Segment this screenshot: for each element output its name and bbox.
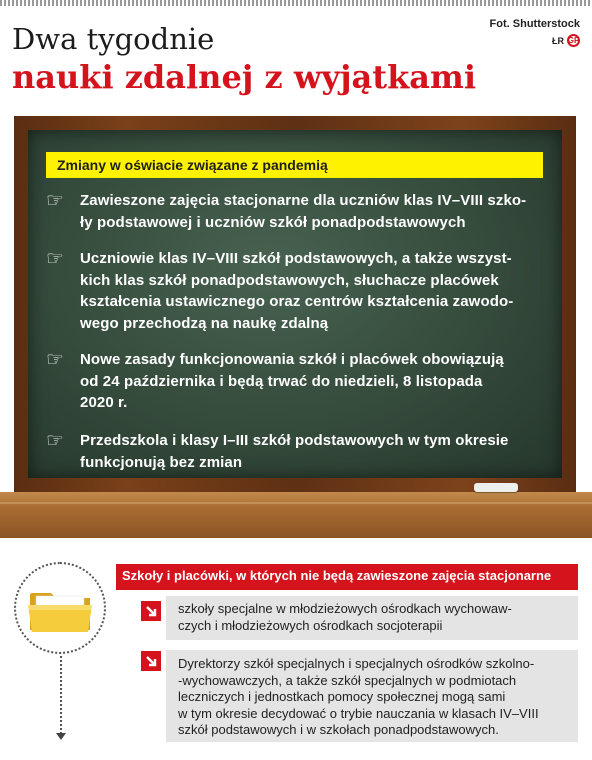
- board-item: [46, 430, 546, 473]
- board-item-line: wego przechodzą na naukę zdalną: [80, 314, 329, 332]
- board-item-line: ły podstawowej i uczniów szkół ponadpodstawowych: [80, 213, 466, 231]
- photo-credit: Fot. Shutterstock: [489, 18, 580, 30]
- folder-circle: [14, 562, 106, 654]
- board-item-line: od 24 października i będą trwać do niedzieli, 8 listopada: [80, 372, 483, 390]
- exceptions-heading: Szkoły i placówki, w których nie będą zawieszone zajęcia stacjonarne: [116, 564, 578, 588]
- timeline-arrow-icon: [56, 733, 66, 740]
- chalkboard-shelf: [0, 492, 592, 538]
- exception-item: [166, 596, 578, 640]
- exception-item-line: -wychowawczych, a także szkół specjalnych w podmiotach: [178, 672, 517, 688]
- pointing-hand-icon: ☞: [46, 190, 64, 212]
- exception-item-line: Dyrektorzy szkół specjalnych i specjalnych ośrodków szkolno-: [178, 656, 535, 671]
- board-heading: Zmiany w oświacie związane z pandemią: [46, 152, 543, 178]
- board-item-line: Uczniowie klas IV–VIII szkół podstawowych, a także wszyst-: [80, 250, 512, 267]
- exception-item-line: szkół podstawowych i w szkołach ponadpodstawowych.: [178, 722, 499, 737]
- board-item-line: Przedszkola i klasy I–III szkół podstawowych w tym okresie: [80, 432, 509, 449]
- exception-item-line: szkoły specjalne w młodzieżowych ośrodkach wychowaw-: [178, 601, 512, 616]
- pointing-hand-icon: ☞: [46, 349, 64, 371]
- pointing-hand-icon: ☞: [46, 248, 64, 270]
- board-item: [46, 190, 546, 233]
- title-line-2: nauki zdalnej z wyjątkami: [12, 58, 476, 96]
- board-item-line: kich klas szkół ponadpodstawowych, słuchacze placówek: [80, 271, 499, 289]
- exceptions-heading-rule: [116, 588, 578, 590]
- pointing-hand-icon: ☞: [46, 430, 64, 452]
- title-line-1: Dwa tygodnie: [12, 22, 215, 56]
- exception-item: [166, 650, 578, 742]
- board-item: [46, 248, 546, 334]
- brand-mark: [552, 34, 580, 47]
- red-arrow-icon: [141, 601, 161, 621]
- exception-item-line: leczniczych i jednostkach pomocy społecznej mogą sami: [178, 689, 506, 704]
- board-item-line: 2020 r.: [80, 394, 128, 411]
- top-rule: [0, 0, 592, 6]
- board-item-line: funkcjonują bez zmian: [80, 453, 243, 471]
- folder-icon: [16, 564, 104, 652]
- board-item: [46, 349, 546, 414]
- exception-item-line: w tym okresie decydować o trybie nauczania w klasach IV–VIII: [178, 705, 539, 721]
- board-item-line: Nowe zasady funkcjonowania szkół i placówek obowiązują: [80, 351, 504, 368]
- red-arrow-icon: [141, 651, 161, 671]
- board-item-line: Zawieszone zajęcia stacjonarne dla uczniów klas IV–VIII szko-: [80, 192, 527, 209]
- exception-item-line: czych i młodzieżowych ośrodkach socjoterapii: [178, 617, 443, 633]
- gp-logo-icon: GP: [567, 36, 580, 45]
- board-item-line: kształcenia ustawicznego oraz centrów kształcenia zawodo-: [80, 293, 514, 310]
- brand-initials: ŁR: [552, 35, 564, 46]
- chalk-piece: [474, 483, 518, 492]
